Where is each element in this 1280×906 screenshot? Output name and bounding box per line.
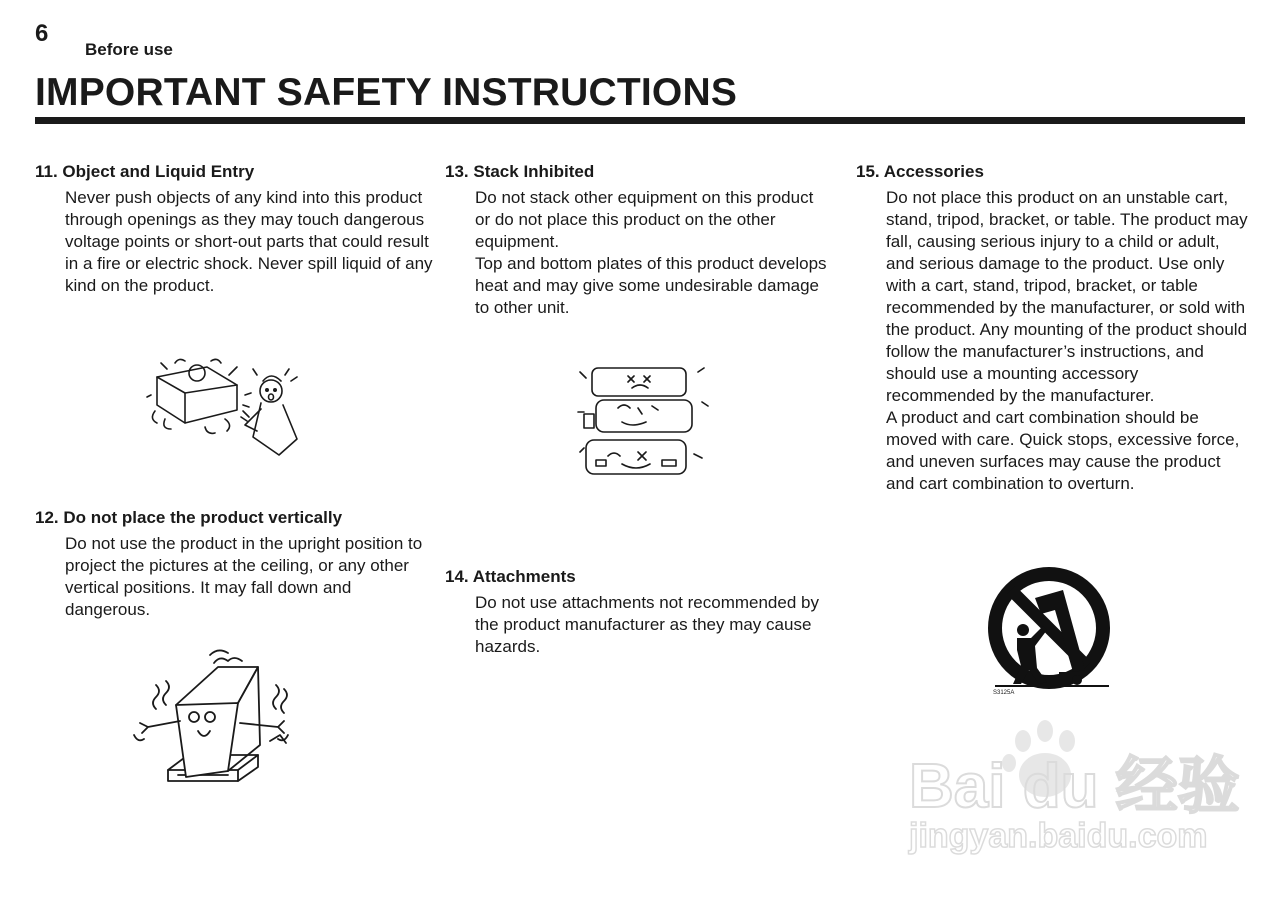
- item-paragraph: Do not use the product in the upright position to project the pictures at the ceiling, or any other vertical positions. It may fall down and dangerous.: [65, 534, 423, 619]
- item-body: [65, 187, 435, 297]
- watermark-url: jingyan.baidu.com: [909, 817, 1208, 855]
- item-paragraph: Do not stack other equipment on this product or do not place this product on the other equipment.: [475, 188, 814, 251]
- item-heading: 14. Attachments: [445, 567, 576, 586]
- title-rule: [35, 117, 1245, 124]
- item-body: [475, 592, 830, 658]
- item-attachments: [445, 566, 830, 658]
- item-paragraph: Do not use attachments not recommended by the product manufacturer as they may cause hazards.: [475, 593, 819, 656]
- item-body: [475, 187, 830, 319]
- stacked-equipment-illustration: [578, 362, 710, 482]
- item-heading: 13. Stack Inhibited: [445, 162, 595, 181]
- cart-warning-code: S3125A: [993, 690, 1015, 696]
- item-heading: 11. Object and Liquid Entry: [35, 162, 255, 181]
- cart-warning-icon: [985, 566, 1115, 698]
- item-heading: 12. Do not place the product vertically: [35, 508, 343, 527]
- item-not-vertical: [35, 507, 435, 621]
- item-paragraph: Never push objects of any kind into this product through openings as they may touch dangerous voltage points or short-out parts that could result in a fire or electric shock. Never spill liquid of any kind on the product.: [65, 188, 433, 295]
- watermark-brand: Bai du 经验: [909, 752, 1240, 821]
- item-heading: 15. Accessories: [856, 162, 984, 181]
- item-stack-inhibited: [445, 161, 830, 319]
- item-paragraph: Top and bottom plates of this product develops heat and may give some undesirable damage to other unit.: [475, 254, 827, 317]
- item-object-liquid-entry: [35, 161, 435, 297]
- baidu-paw-logo: [905, 715, 1240, 865]
- item-paragraph: Do not place this product on an unstable cart, stand, tripod, bracket, or table. The product may fall, causing serious injury to a child or adult, and serious damage to the product. Use only with a cart, stand, tripod, bracket, or table recommended by the manufacturer, or sold with the product. Any mounting of the product should follow the manufacturer’s instructions, and should use a mounting accessory recommended by the manufacturer.: [886, 188, 1248, 405]
- item-paragraph: A product and cart combination should be moved with care. Quick stops, excessive force, and uneven surfaces may cause the product and cart combination to overturn.: [886, 408, 1240, 493]
- page-title: IMPORTANT SAFETY INSTRUCTIONS: [35, 71, 738, 114]
- item-accessories: [856, 161, 1251, 495]
- item-body: [65, 533, 435, 621]
- section-label: Before use: [85, 40, 173, 59]
- baidu-watermark: [905, 715, 1240, 865]
- upright-projector-illustration: [128, 645, 298, 805]
- page-number: 6: [35, 20, 49, 47]
- item-body: [886, 187, 1251, 495]
- liquid-spill-illustration: [145, 355, 305, 460]
